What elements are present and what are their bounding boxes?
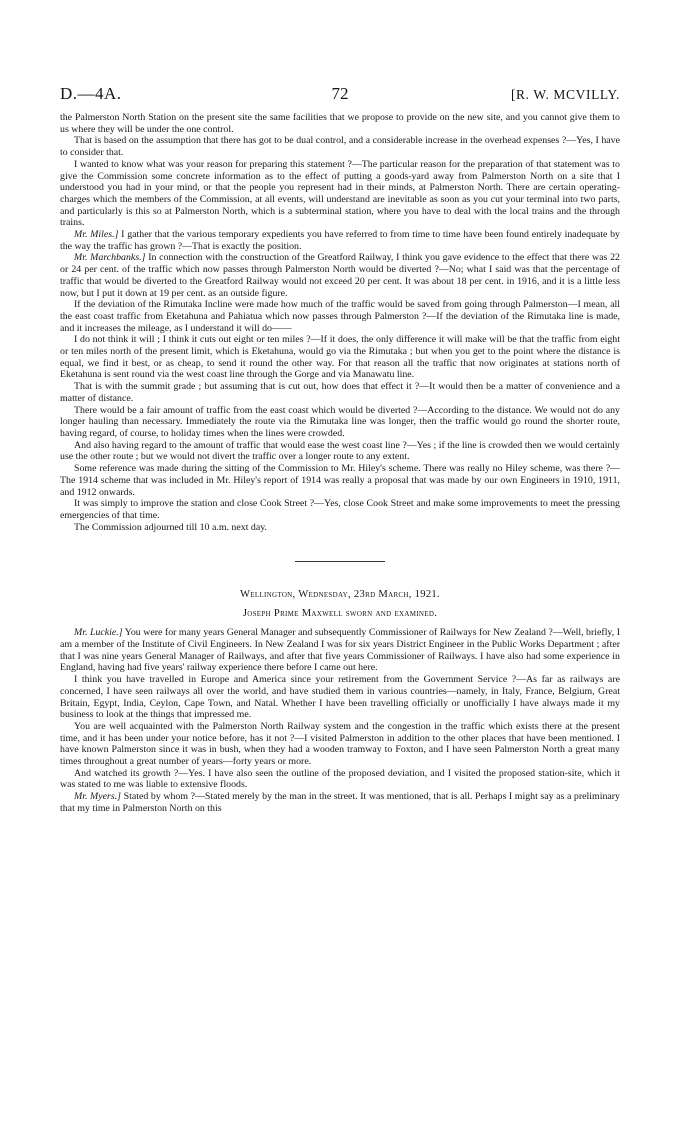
paragraph: [60, 334, 620, 381]
paragraph-text: In connection with the construction of the Greatford Railway, I think you gave evidence to the effect that there was 22 or 24 per cent. of the traffic which now passes through Palmerston North would be diverted ?—No; what I said was that the percentage of traffic that would be diverted to the Greatford Railway would not exceed 20 per cent. It was about 18 per cent. in 1916, and it is a little less now, but I put it down at 19 per cent. as an outside figure.: [60, 252, 620, 299]
speaker-label: Mr. Luckie.]: [74, 627, 123, 639]
paragraph: [60, 381, 620, 404]
paragraph-text: If the deviation of the Rimutaka Incline were made how much of the traffic would be saved from going through Palmerston—I mean, all the east coast traffic from Eketahuna and Pahiatua which now passes through Palmerston ?—If the deviation of the Rimutaka line is made, and it increases the mileage, as I understand it will do——: [60, 299, 620, 334]
paragraph: [60, 229, 620, 252]
paragraph-text: You were for many years General Manager and subsequently Commissioner of Railways for New Zealand ?—Well, briefly, I am a member of the Institute of Civil Engineers. In New Zealand I was for six years District Engineer in the Public Works Department ; after that I was nine years General Manager of Railways, and after that five years Commissioner of Railways. I have also had some experience in England, having had five years' railway experience there before I came out here.: [60, 627, 620, 674]
paragraph-text: The Commission adjourned till 10 a.m. next day.: [74, 521, 267, 533]
paragraph-text: I think you have travelled in Europe and America since your retirement from the Government Service ?—As far as railways are concerned, I have seen railways all over the world, and have studied them in various countries—namely, in Italy, France, Belgium, Great Britain, Egypt, India, Ceylon, Cape Town, and Natal. Whether I have been travelling officially or unofficially I have always made it my business to look at the things that impressed me.: [60, 674, 620, 721]
paragraph-text: I do not think it will ; I think it cuts out eight or ten miles ?—If it does, the only difference it will make will be that the traffic from eight or ten miles north of the present limit, which is Eketahuna, would go via the Rimutaka ; but when you get to the point where the distance is equal, we find it best, or as cheap, to send it round the other way. For that reason all the traffic that now originates at stations north of Eketahuna is sent round via the west coast line through the Gorge and via Manawatu line.: [60, 334, 620, 381]
speaker-label: Mr. Miles.]: [74, 229, 119, 241]
paragraph: [60, 135, 620, 158]
paragraph: [60, 627, 620, 674]
section-divider: [295, 561, 385, 562]
paragraph-text: And also having regard to the amount of traffic that would ease the west coast line ?—Yes ; if the line is crowded then we would certainly use the other route ; but we would not divert the traffic over a longer route to any extent.: [60, 439, 620, 463]
testimony-section-1: [60, 112, 620, 533]
paragraph: [60, 299, 620, 334]
paragraph: [60, 405, 620, 440]
paragraph-text: That is with the summit grade ; but assuming that is cut out, how does that effect it ?—It would then be a matter of convenience and a matter of distance.: [60, 381, 620, 404]
witness-heading: Joseph Prime Maxwell sworn and examined.: [242, 608, 438, 620]
speaker-label: Mr. Myers.]: [74, 791, 122, 803]
paragraph: [60, 498, 620, 521]
testimony-section-2: [60, 627, 620, 814]
speaker-label: Mr. Marchbanks.]: [74, 252, 146, 264]
paragraph-text: That is based on the assumption that there has got to be dual control, and a considerable increase in the overhead expenses ?—Yes, I have to consider that.: [60, 135, 620, 159]
paragraph-text: And watched its growth ?—Yes. I have also seen the outline of the proposed deviation, and I visited the proposed station-site, which it was stated to me was liable to extensive floods.: [60, 767, 620, 791]
paragraph-text: You are well acquainted with the Palmerston North Railway system and the congestion in the traffic which exists there at the present time, and it has been under your notice before, has it not ?—I visited Palmerston in addition to the other places that have been mentioned. I have known Palmerston since it was in bush, when they had a wooden tramway to Foxton, and I have seen Palmerston North a great many times throughout a great number of years—forty years or more.: [60, 720, 620, 768]
paragraph: [60, 112, 620, 135]
paragraph-text: the Palmerston North Station on the present site the same facilities that we propose to provide on the new site, and you cannot give them to us where they will be under the one control.: [60, 112, 620, 135]
paragraph: [60, 159, 620, 229]
paragraph: [60, 674, 620, 721]
paragraph-text: Some reference was made during the sitting of the Commission to Mr. Hiley's scheme. There was really no Hiley scheme, was there ?—The 1914 scheme that was included in Mr. Hiley's report of 1914 was really a proposal that was made by our own Engineers in 1910, 1911, and 1912 onwards.: [60, 463, 620, 498]
paragraph: [60, 440, 620, 463]
document-page: [60, 84, 620, 815]
paragraph: [60, 522, 620, 534]
page-header: [60, 84, 620, 112]
paragraph-text: I gather that the various temporary expedients you have referred to from time to time have been found entirely inadequate by the way the traffic has grown ?—That is exactly the position.: [60, 229, 620, 252]
paragraph: [60, 768, 620, 791]
paragraph-text: There would be a fair amount of traffic from the east coast which would be diverted ?—According to the distance. We would not do any longer hauling than necessary. Immediately the route via the Rimutaka line was longer, then the traffic would go round the shorter route, having regard, of course, to holiday times when the lines were crowded.: [60, 404, 620, 439]
paragraph: [60, 463, 620, 498]
paragraph-text: I wanted to know what was your reason for preparing this statement ?—The particular reason for the preparation of that statement was to give the Commission some concrete information as to the effect of putting a goods-yard away from Palmerston North on a site that I understood you had in your mind, or that the people you represent had in their minds, at Palmerston North. There are certain operating-charges which the members of the Commission, at all events, will understand are inevitable as soon as you cut your terminal into two parts, and particularly is this so at Palmerston North, which is a subterminal station, where you have to deal with the local trains and the through trains.: [60, 158, 620, 229]
session-dateline: Wellington, Wednesday, 23rd March, 1921.: [240, 589, 440, 601]
paragraph: [60, 721, 620, 768]
paragraph: [60, 791, 620, 814]
document-reference: D.—4A.: [60, 84, 122, 103]
paragraph-text: Stated by whom ?—Stated merely by the man in the street. It was mentioned, that is all. Perhaps I might say as a preliminary that my time in Palmerston North on this: [60, 791, 620, 814]
paragraph: [60, 252, 620, 299]
witness-running-head: [R. W. MCVILLY.: [510, 87, 620, 102]
paragraph-text: It was simply to improve the station and close Cook Street ?—Yes, close Cook Street and make some improvements to meet the pressing emergencies of that time.: [60, 498, 620, 521]
page-number: 72: [331, 84, 349, 103]
